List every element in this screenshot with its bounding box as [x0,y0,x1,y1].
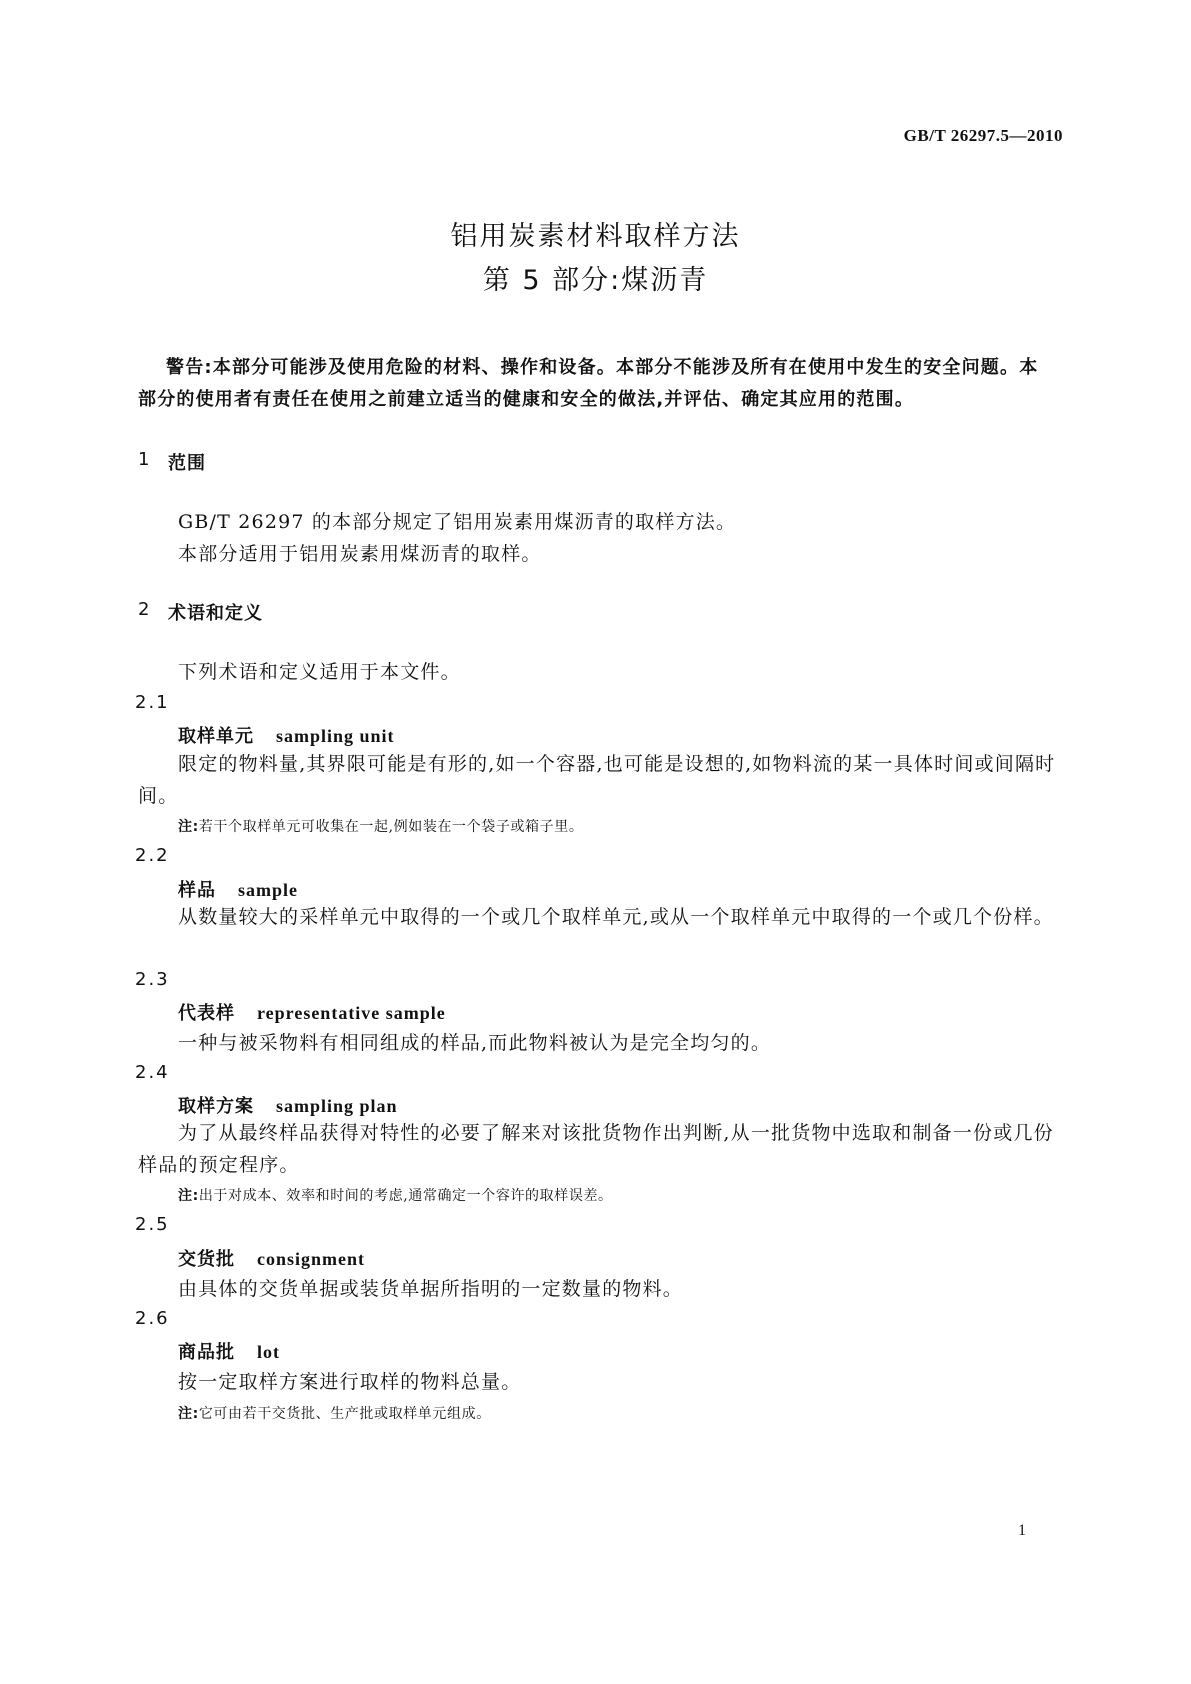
term-chinese: 取样单元 [178,726,254,747]
note-text: 若干个取样单元可收集在一起,例如装在一个袋子或箱子里。 [198,819,584,835]
note-label: 注: [178,819,199,835]
term-definition: 从数量较大的采样单元中取得的一个或几个取样单元,或从一个取样单元中取得的一个或几个份样。 [178,906,1054,928]
term-note [178,816,583,836]
term-definition: 限定的物料量,其界限可能是有形的,如一个容器,也可能是设想的,如物料流的某一具体时间或间隔时间。 [138,753,1056,807]
clause-number: 2.3 [135,969,170,990]
term-heading [178,999,446,1025]
safety-warning: 警告:本部分可能涉及使用危险的材料、操作和设备。本部分不能涉及所有在使用中发生的安全问题。本部分的使用者有责任在使用之前建立适当的健康和安全的做法,并评估、确定其应用的范围。 [138,357,1039,410]
term-chinese: 样品 [178,880,216,901]
terms-intro: 下列术语和定义适用于本文件。 [178,661,461,683]
term-definition: 为了从最终样品获得对特性的必要了解来对该批货物作出判断,从一批货物中选取和制备一份或几份样品的预定程序。 [138,1122,1054,1176]
section-number: 1 [138,449,151,470]
term-heading [178,1338,280,1364]
term-heading [178,722,395,748]
note-text: 出于对成本、效率和时间的考虑,通常确定一个容许的取样误差。 [198,1188,613,1204]
scope-paragraph: 本部分适用于铝用炭素用煤沥青的取样。 [178,543,542,565]
term-english: sampling unit [276,726,395,746]
term-heading [178,1245,365,1271]
clause-number: 2.1 [135,692,170,713]
clause-number: 2.2 [135,845,170,866]
term-definition: 按一定取样方案进行取样的物料总量。 [178,1371,522,1393]
clause-number: 2.6 [135,1308,170,1329]
section-number: 2 [138,599,151,620]
section-title: 范围 [168,453,206,474]
standard-code: GB/T 26297.5—2010 [903,126,1063,145]
term-english: sample [238,880,298,900]
term-heading [178,876,298,902]
term-definition: 一种与被采物料有相同组成的样品,而此物料被认为是完全均匀的。 [178,1032,772,1054]
page-number: 1 [1018,1522,1026,1539]
term-note [178,1403,491,1423]
section-title: 术语和定义 [168,603,263,624]
scope-paragraph: GB/T 26297 的本部分规定了铝用炭素用煤沥青的取样方法。 [178,511,737,533]
term-definition: 由具体的交货单据或装货单据所指明的一定数量的物料。 [178,1278,684,1300]
term-english: consignment [257,1249,366,1269]
clause-number: 2.4 [135,1062,170,1083]
term-english: sampling plan [276,1096,398,1116]
note-label: 注: [178,1188,199,1204]
term-chinese: 取样方案 [178,1096,254,1117]
term-chinese: 商品批 [178,1342,235,1363]
note-text: 它可由若干交货批、生产批或取样单元组成。 [198,1406,491,1422]
clause-number: 2.5 [135,1214,170,1235]
document-subtitle: 第 5 部分:煤沥青 [482,265,709,296]
term-chinese: 代表样 [178,1003,235,1024]
note-label: 注: [178,1406,199,1422]
term-chinese: 交货批 [178,1249,235,1270]
term-english: lot [257,1342,280,1362]
term-english: representative sample [257,1003,446,1023]
term-heading [178,1092,398,1118]
term-note [178,1185,613,1205]
document-title: 铝用炭素材料取样方法 [450,221,741,252]
